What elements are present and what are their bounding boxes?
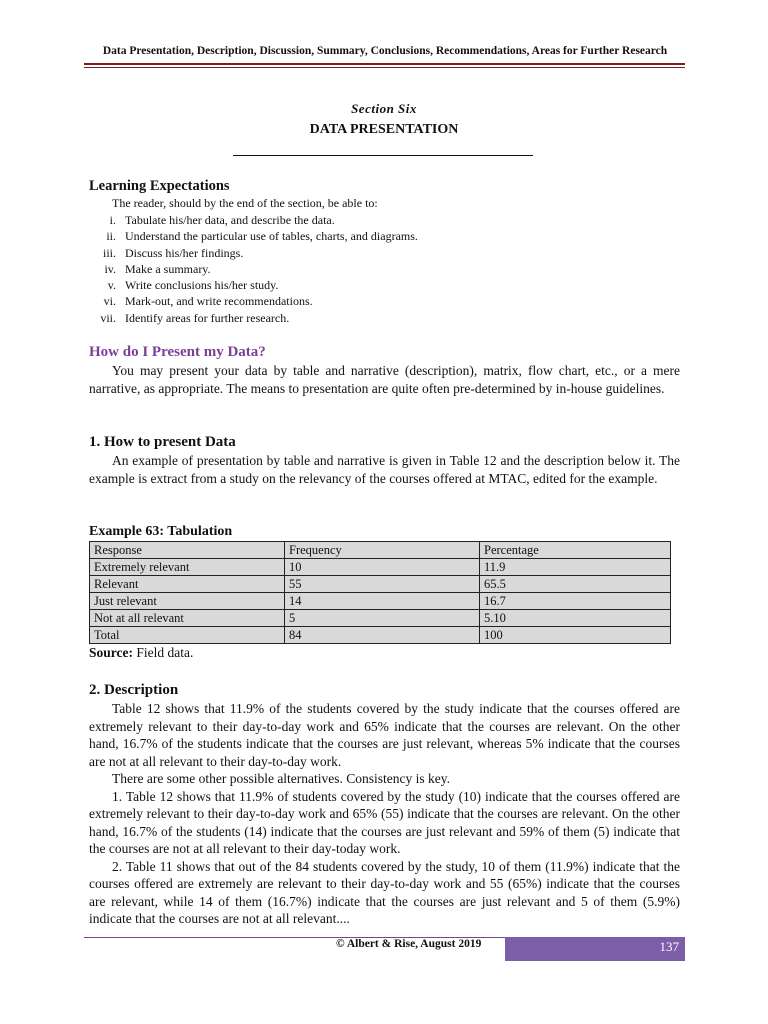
list-text: Make a summary. [125,261,211,276]
section2-heading: 2. Description [89,682,179,698]
section-label: Section Six [351,101,417,116]
list-number: v. [107,278,116,293]
header-rule [84,63,685,65]
list-item [89,293,418,309]
list-text: Tabulate his/her data, and describe the data. [125,213,335,227]
table-total-row [90,627,671,644]
page-number-box [505,937,685,961]
list-text: Write conclusions his/her study. [125,278,279,293]
table-cell: 55 [285,576,480,593]
list-item [89,277,418,293]
table-header-cell: Frequency [285,542,480,559]
header-rule-thin [84,67,685,68]
table-header-row [90,542,671,559]
table-cell: 100 [480,627,671,644]
paragraph: 1. Table 12 shows that 11.9% of students covered by the study (10) indicate that the courses offered are extremely relevant to their day-to-day work and 65% (55) indicate that the courses are relevant. On the other hand, 16.7% of the students (14) indicate that the courses are just relevant and 59% of them (5) indicate that the courses are not at all relevant to their day-today work. [89,788,680,856]
list-number: i. [109,213,116,227]
table-cell: 11.9 [480,559,671,576]
how-present-heading: How do I Present my Data? [89,344,266,360]
list-number: iii. [102,245,116,260]
table-cell: 5 [285,610,480,627]
table-cell: 10 [285,559,480,576]
learning-heading: Learning Expectations [89,178,230,194]
section-title: DATA PRESENTATION [309,122,459,137]
paragraph: There are some other possible alternatives. Consistency is key. [112,771,451,786]
table-cell: Relevant [90,576,285,593]
table-cell: 16.7 [480,593,671,610]
running-header: Data Presentation, Description, Discussion, Summary, Conclusions, Recommendations, Areas for Further Research [102,45,668,57]
source-label: Source: [89,645,133,660]
table-cell: 84 [285,627,480,644]
table-cell: 5.10 [480,610,671,627]
list-text: Understand the particular use of tables, charts, and diagrams. [125,229,418,244]
list-item [89,261,418,277]
section1-heading: 1. How to present Data [89,434,236,450]
list-item [89,245,418,261]
list-text: Mark-out, and write recommendations. [125,294,313,309]
how-present-body [89,362,680,397]
section1-body [89,452,680,487]
tabulation-table [89,541,671,644]
table-cell: Just relevant [90,593,285,610]
table-header-cell: Percentage [480,542,671,559]
paragraph: 2. Table 11 shows that out of the 84 students covered by the study, 10 of them (11.9%) indicate that the courses offered are extremely are relevant to their day-to-day work and 55 (65%) indicate that the courses are relevant, while 14 of them (16.7%) indicate that the courses are just relevant and 5 of them (5.9%) indicate that the courses are not at all relevant.... [89,858,680,926]
table-cell: 65.5 [480,576,671,593]
list-item [89,228,418,244]
table-cell: Extremely relevant [90,559,285,576]
list-number: vi. [103,294,116,309]
table-source [89,645,193,661]
section2-body [89,700,680,928]
source-text: Field data. [133,645,194,660]
paragraph: An example of presentation by table and narrative is given in Table 12 and the description below it. The example is extract from a study on the relevancy of the courses offered at MTAC, edited for the example. [89,453,680,486]
footer-copyright: © Albert & Rise, August 2019 [336,938,482,950]
paragraph: You may present your data by table and narrative (description), matrix, flow chart, etc., or a mere narrative, as appropriate. The means to presentation are quite often pre-determined by in-house guidelines. [89,363,680,396]
table-cell: Total [90,627,285,644]
example-title: Example 63: Tabulation [89,524,233,539]
list-text: Discuss his/her findings. [125,245,244,260]
list-item [89,212,418,228]
learning-intro: The reader, should by the end of the section, be able to: [112,196,378,210]
table-row [90,610,671,627]
list-text: Identify areas for further research. [125,310,290,325]
page-number: 137 [659,939,679,954]
paragraph: Table 12 shows that 11.9% of the students covered by the study indicate that the courses offered are extremely relevant to their day-to-day work and 65% indicate that the courses are relevant. On the other hand, 16.7% of the students indicate that the courses are just relevant, whereas 5% indicate that the courses are not at all relevant to their day-to-day work. [89,701,680,769]
table-row [90,593,671,610]
list-number: iv. [104,261,116,276]
table-row [90,559,671,576]
table-cell: 14 [285,593,480,610]
list-number: vii. [100,310,116,325]
list-item [89,310,418,326]
table-cell: Not at all relevant [90,610,285,627]
table-header-cell: Response [90,542,285,559]
list-number: ii. [106,229,116,244]
learning-list [89,212,418,326]
table-row [90,576,671,593]
title-underline [233,155,533,156]
